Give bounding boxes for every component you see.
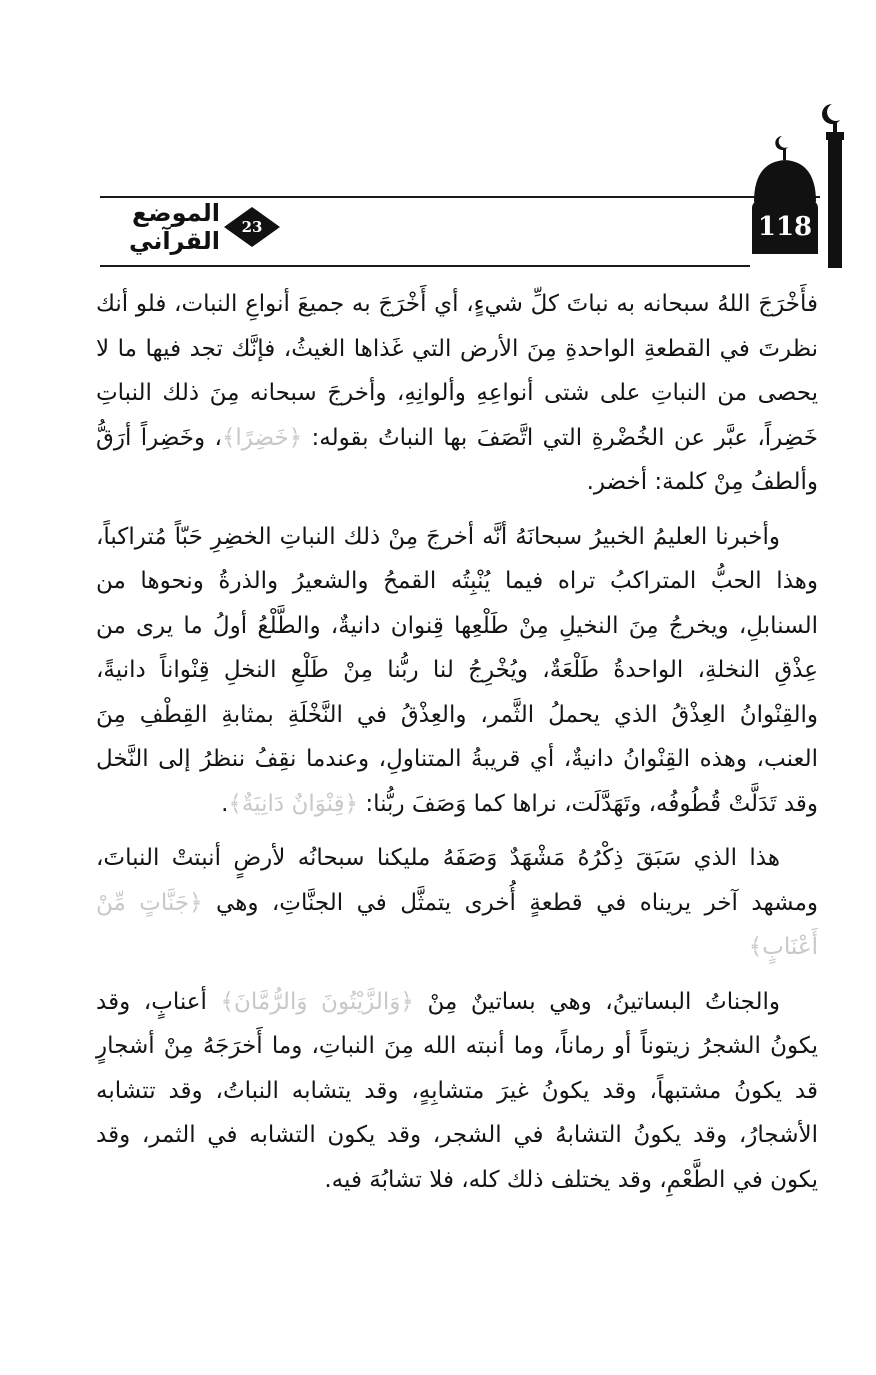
series-title: الموضع القرآني (129, 199, 220, 255)
paragraph-2-tail: . (221, 790, 229, 817)
quran-quote-1: ﴿خَضِرًا﴾ (221, 424, 303, 451)
dome-icon (752, 134, 818, 202)
quran-quote-3: ﴿جَنَّاتٍ مِّنْ أَعْنَابٍ﴾ (96, 889, 818, 960)
paragraph-4-text: والجناتُ البساتينُ، وهي بساتينٌ مِنْ (427, 988, 781, 1015)
paragraph-4 (96, 980, 818, 1203)
paragraph-1-text: فأَخْرَجَ اللهُ سبحانه به نباتَ كلِّ شيءٍ، أي أَخْرَجَ به جميعَ أنواعِ النبات، فلو أنك نظرتَ في القطعةِ الواحدةِ مِنَ الأرض التي غَذاها الغيثُ، فإنَّك تجد فيها ما لا يحصى من النباتِ على شتى أنواعِهِ وألوانِهِ، وأخرجَ سبحانه مِنَ ذلك النباتِ خَضِراً، عبَّر عن الخُضْرةِ التي اتَّصَفَ بها النباتُ بقوله: (96, 291, 818, 451)
quran-quote-2: ﴿قِنْوَانٌ دَانِيَةٌ﴾ (228, 790, 359, 817)
paragraph-1 (96, 282, 818, 505)
page-body (96, 282, 818, 1212)
paragraph-3-text: هذا الذي سَبَقَ ذِكْرُهُ مَشْهَدٌ وَصَفَهُ مليكنا سبحانُه لأرضٍ أنبتتْ النباتَ، ومشهد آخر يريناه في قطعةٍ أُخرى يتمثَّل في الجنَّاتِ، وهي (96, 845, 819, 916)
paragraph-1-tail: ، وخَضِراً أرَقُّ وألطفُ مِنْ كلمة: أخضر. (96, 424, 818, 495)
header-rule-bottom (100, 265, 750, 267)
paragraph-2 (96, 515, 818, 827)
header-rule-top (100, 196, 820, 198)
paragraph-3 (96, 836, 818, 970)
quran-quote-4: ﴿وَالزَّيْتُونَ وَالرُّمَّانَ﴾ (220, 988, 414, 1015)
paragraph-2-text: وأخبرنا العليمُ الخبيرُ سبحانَهُ أنَّه أخرجَ مِنْ ذلك النباتِ الخضِرِ حَبّاً مُتراكباً، وهذا الحبُّ المتراكبُ تراه فيما يُنْبِتُه القمحُ والشعيرُ والذرةُ ونحوها من السنابلِ، ويخرجُ مِنَ النخيلِ مِنْ طَلْعِها قِنوان دانيةٌ، والطَّلْعُ أولُ ما يرى من عِذْقِ النخلةِ، الواحدةُ طَلْعَةٌ، ويُخْرِجُ لنا ربُّنا مِنْ طَلْعِ النخلِ قِنْواناً دانيةً، والقِنْوانُ العِذْقُ الذي يحملُ الثَّمر، والعِذْقُ في النَّخْلَةِ بمثابةِ القِطْفِ مِنَ العنب، وهذه القِنْوانُ دانيةٌ، أي قريبةُ المتناولِ، وعندما نقِفُ ننظرُ إلى النَّخل وقد تَدَلَّتْ قُطُوفُه، وتَهَدَّلَت، نراها كما وَصَفَ ربُّنا: (96, 523, 818, 817)
paragraph-4-tail: أعنابٍ، وقد يكونُ الشجرُ زيتوناً أو رماناً، وما أنبته الله مِنَ النباتِ، وما أَخرَجَهُ مِنْ أشجارٍ قد يكونُ مشتبهاً، وقد يكونُ غيرَ متشابِهٍ، وقد يتشابه النباتُ، وقد تتشابه الأشجارُ، وقد يكونُ التشابهُ في الشجر، وقد يكون التشابه في الثمر، وقد يكون في الطَّعْمِ، وقد يختلف ذلك كله، فلا تشابُهَ فيه. (96, 988, 818, 1193)
page-header (0, 0, 876, 270)
series-number: 23 (241, 218, 263, 236)
minaret-dome-icon (812, 100, 872, 268)
page-number: 118 (752, 200, 818, 254)
